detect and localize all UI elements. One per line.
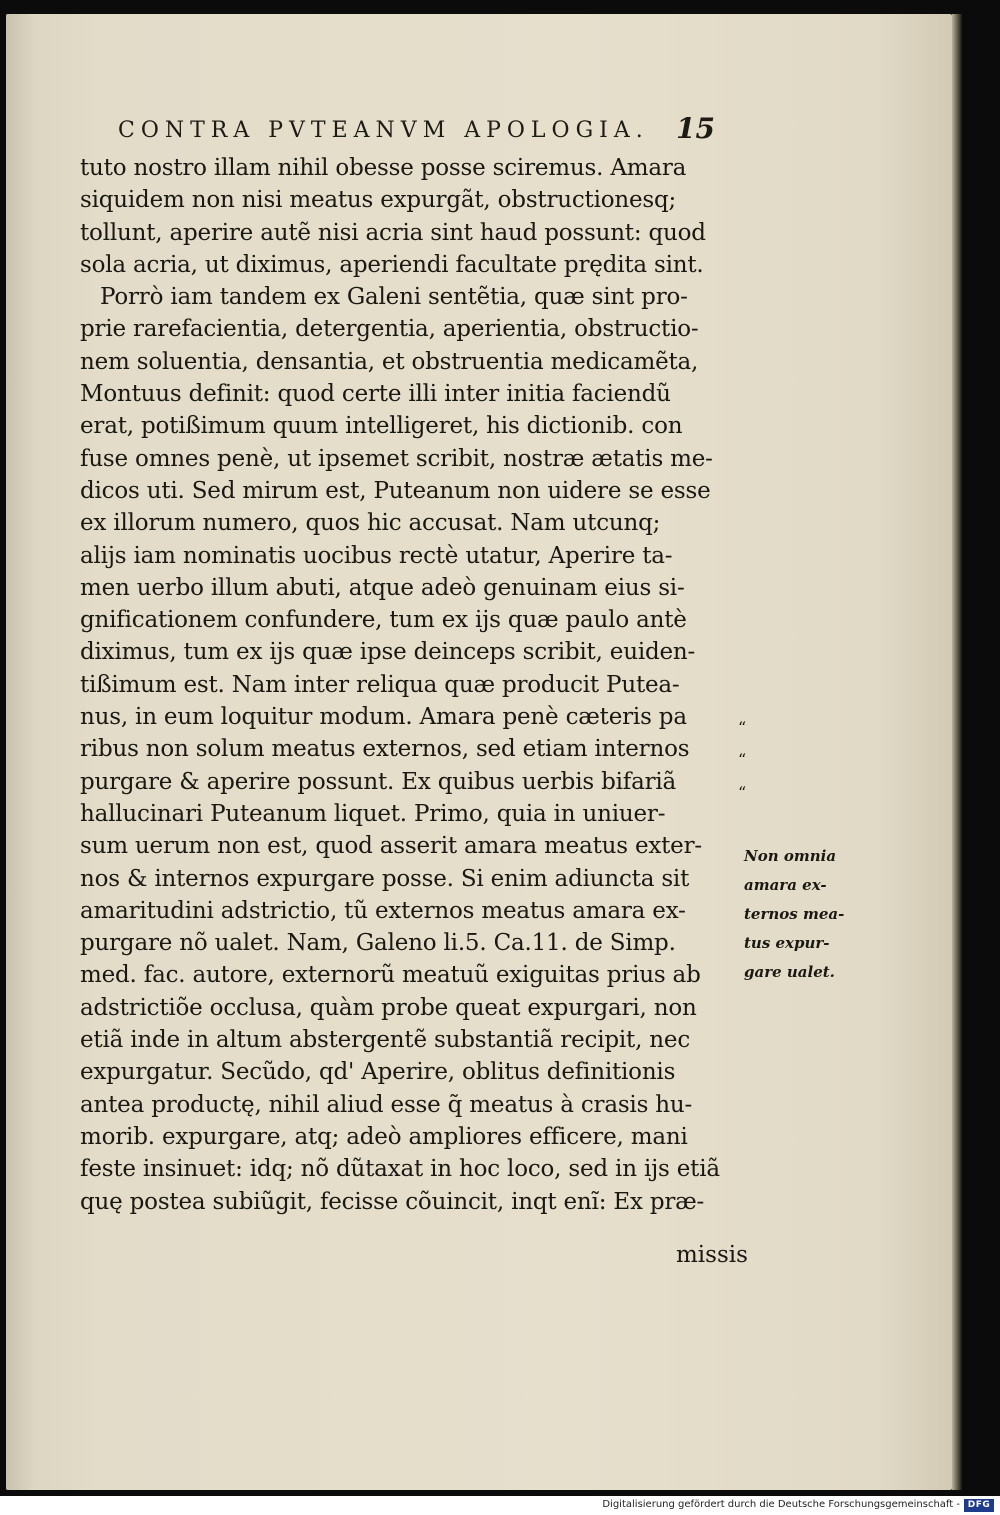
text-line: etiã inde in altum abstergentẽ substantiã recipit, nec xyxy=(80,1027,690,1054)
text-line: alijs iam nominatis uocibus rectè utatur, Aperire ta- xyxy=(80,542,673,569)
text-line: morib. expurgare, atq; adeò ampliores efficere, mani xyxy=(80,1123,688,1150)
text-line: nos & internos expurgare posse. Si enim adiuncta sit xyxy=(80,865,690,892)
page-header xyxy=(118,112,718,152)
text-line: med. fac. autore, externorũ meatuũ exiguitas prius ab xyxy=(80,962,701,989)
text-line: tißimum est. Nam inter reliqua quæ producit Putea- xyxy=(80,671,680,698)
marginal-note-line: Non omnia xyxy=(744,847,837,865)
marginal-note xyxy=(744,842,844,987)
text-line: ex illorum numero, quos hic accusat. Nam utcunq; xyxy=(80,510,661,537)
text-line: nem soluentia, densantia, et obstruentia medicamẽta, xyxy=(80,348,699,375)
text-line: expurgatur. Secũdo, qd' Aperire, oblitus definitionis xyxy=(80,1059,676,1086)
text-line: Porrò iam tandem ex Galeni sentẽtia, quæ sint pro- xyxy=(100,284,688,311)
quote-mark: “ xyxy=(738,718,747,737)
marginal-note-line: tus expur- xyxy=(744,934,830,952)
text-line: antea productę, nihil aliud esse q̃ meatus à crasis hu- xyxy=(80,1091,693,1118)
text-line: tuto nostro illam nihil obesse posse sciremus. Amara xyxy=(80,155,687,181)
quotation-marks xyxy=(738,712,746,809)
quote-mark: “ xyxy=(738,782,747,802)
dfg-logo-icon: DFG xyxy=(964,1499,994,1512)
running-head: CONTRA PVTEANVM APOLOGIA. xyxy=(118,118,649,143)
text-line: men uerbo illum abuti, atque adeò genuinam eius si- xyxy=(80,574,685,601)
text-line: dicos uti. Sed mirum est, Puteanum non uidere se esse xyxy=(80,477,711,504)
text-line: erat, potißimum quum intelligeret, his dictionib. con xyxy=(80,413,683,440)
text-line: siquidem non nisi meatus expurgãt, obstructionesq; xyxy=(80,187,677,214)
footer-bar xyxy=(0,1496,1000,1515)
text-line: feste insinuet: idq; nõ dũtaxat in hoc loco, sed in ijs etiã xyxy=(80,1156,720,1183)
text-line: quę postea subiũgit, fecisse cõuincit, inqt enĩ: Ex præ- xyxy=(80,1188,705,1215)
text-line: hallucinari Puteanum liquet. Primo, quia in uniuer- xyxy=(80,800,666,827)
text-line: sum uerum non est, quod asserit amara meatus exter- xyxy=(80,833,702,860)
text-line: sola acria, ut diximus, aperiendi facultate prędita sint. xyxy=(80,251,704,278)
marginal-note-line: amara ex- xyxy=(744,876,827,894)
funding-credit: Digitalisierung gefördert durch die Deutsche Forschungsgemeinschaft - xyxy=(602,1499,960,1510)
text-line: Montuus definit: quod certe illi inter initia faciendũ xyxy=(80,381,671,408)
text-line: diximus, tum ex ijs quæ ipse deinceps scribit, euiden- xyxy=(80,639,696,666)
marginal-note-line: ternos mea- xyxy=(744,905,845,923)
marginal-note-line: gare ualet. xyxy=(744,963,835,981)
body-text xyxy=(80,152,740,1218)
folio-number: 15 xyxy=(676,112,715,145)
text-line: nus, in eum loquitur modum. Amara penè cæteris pa xyxy=(80,704,687,731)
catchword: missis xyxy=(676,1242,748,1268)
text-line: tollunt, aperire autẽ nisi acria sint haud possunt: quod xyxy=(80,219,706,246)
text-line: adstrictiõe occlusa, quàm probe queat expurgari, non xyxy=(80,994,697,1021)
text-line: ribus non solum meatus externos, sed etiam internos xyxy=(80,736,690,763)
text-line: gnificationem confundere, tum ex ijs quæ paulo antè xyxy=(80,607,687,634)
text-line: fuse omnes penè, ut ipsemet scribit, nostræ ætatis me- xyxy=(80,445,713,472)
quote-mark: “ xyxy=(738,750,747,770)
text-line: purgare nõ ualet. Nam, Galeno li.5. Ca.11. de Simp. xyxy=(80,930,676,957)
text-line: amaritudini adstrictio, tũ externos meatus amara ex- xyxy=(80,897,686,924)
page-edge xyxy=(952,14,962,1490)
text-line: prie rarefacientia, detergentia, aperientia, obstructio- xyxy=(80,316,699,343)
text-line: purgare & aperire possunt. Ex quibus uerbis bifariã xyxy=(80,768,677,795)
